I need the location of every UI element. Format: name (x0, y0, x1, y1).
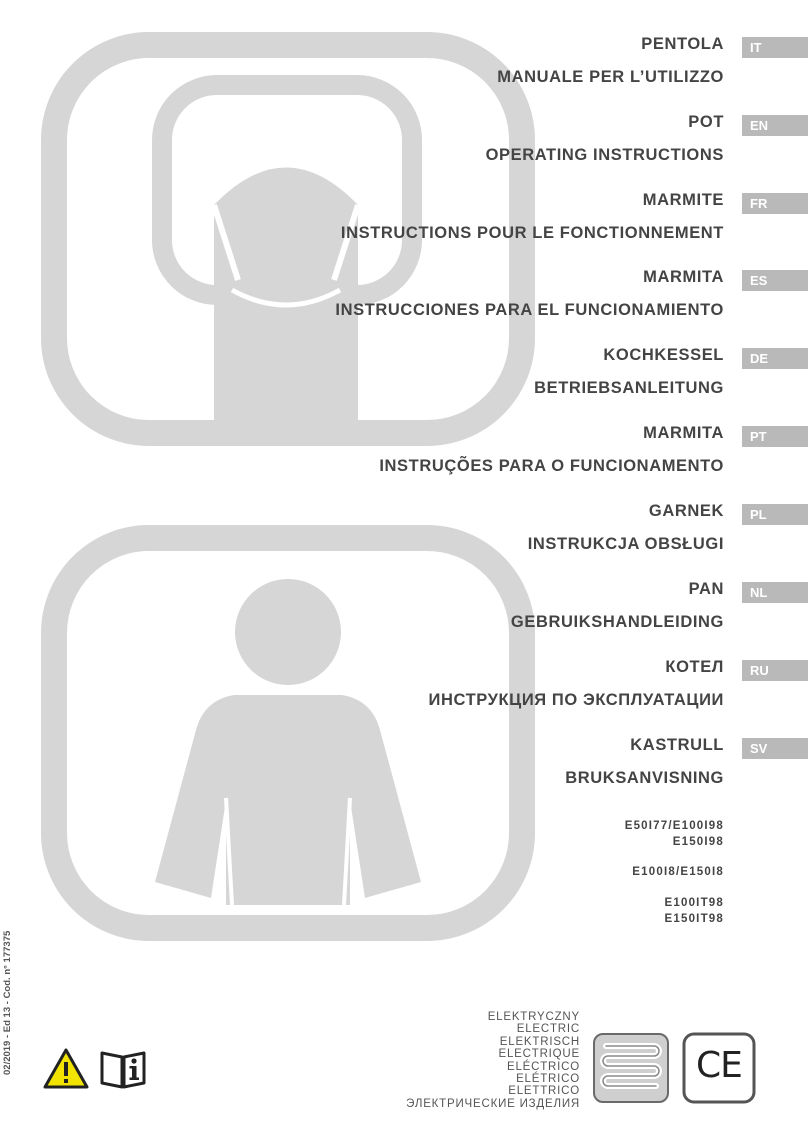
language-block-sv (0, 736, 808, 806)
power-type: ELEKTRISCH (499, 1035, 580, 1048)
manual-subtitle: MANUALE PER L’UTILIZZO (497, 68, 724, 86)
product-title: КОТЕЛ (665, 658, 724, 676)
model-code: E100I8/E150I8 (632, 866, 724, 878)
manual-subtitle: INSTRUKCJA OBSŁUGI (527, 535, 724, 553)
product-title: POT (688, 113, 724, 131)
power-type: ЭЛЕКТРИЧЕСКИЕ ИЗДЕЛИЯ (406, 1097, 580, 1110)
power-type: ELECTRIC (516, 1023, 580, 1036)
power-type: ELÉTRICO (516, 1073, 580, 1086)
power-type: ELECTRIQUE (498, 1048, 580, 1061)
language-tab-fr[interactable]: FR (742, 193, 808, 214)
language-tab-en[interactable]: EN (742, 115, 808, 136)
product-title: KOCHKESSEL (603, 346, 724, 364)
product-title: KASTRULL (630, 736, 724, 754)
language-block-fr (0, 191, 808, 261)
language-tab-ru[interactable]: RU (742, 660, 808, 681)
manual-subtitle: BETRIEBSANLEITUNG (534, 379, 724, 397)
manual-subtitle: OPERATING INSTRUCTIONS (485, 146, 724, 164)
language-tab-de[interactable]: DE (742, 348, 808, 369)
manual-subtitle: ИНСТРУКЦИЯ ПО ЭКСПЛУАТАЦИИ (428, 691, 724, 709)
manual-subtitle: GEBRUIKSHANDLEIDING (510, 613, 724, 631)
ce-mark-icon (682, 1032, 756, 1104)
manual-subtitle: INSTRUCTIONS POUR LE FONCTIONNEMENT (340, 224, 724, 242)
ce-mark-text: CE (696, 1045, 742, 1086)
language-block-en (0, 113, 808, 183)
language-block-ru (0, 658, 808, 728)
power-type-list (406, 1011, 580, 1110)
language-tab-es[interactable]: ES (742, 270, 808, 291)
language-block-pt (0, 424, 808, 494)
manual-info-icon (98, 1047, 148, 1091)
model-code: E50I77/E100I98 (624, 820, 724, 832)
language-tab-nl[interactable]: NL (742, 582, 808, 603)
model-code: E150IT98 (664, 913, 724, 925)
language-tab-sv[interactable]: SV (742, 738, 808, 759)
manual-subtitle: INSTRUÇÕES PARA O FUNCIONAMENTO (379, 457, 724, 475)
manual-subtitle: INSTRUCCIONES PARA EL FUNCIONAMIENTO (335, 301, 724, 319)
product-title: PAN (688, 580, 724, 598)
power-type: ELETTRICO (508, 1085, 580, 1098)
language-tab-pl[interactable]: PL (742, 504, 808, 525)
manual-subtitle: BRUKSANVISNING (565, 769, 724, 787)
model-code: E100IT98 (664, 897, 724, 909)
power-type: ELÉCTRICO (506, 1060, 580, 1073)
warning-triangle-icon (42, 1047, 90, 1091)
language-tab-it[interactable]: IT (742, 37, 808, 58)
product-title: MARMITA (643, 268, 724, 286)
model-code: E150I98 (672, 836, 724, 848)
language-block-de (0, 346, 808, 416)
power-type: ELEKTRYCZNY (487, 1011, 580, 1023)
model-codes-group-2 (632, 864, 724, 880)
language-block-it (0, 35, 808, 105)
model-codes-group-1 (625, 818, 724, 850)
language-block-es (0, 268, 808, 338)
product-title: GARNEK (648, 502, 724, 520)
electric-heating-icon (592, 1032, 670, 1104)
document-code: 02/2019 - Ed 13 - Cod. n° 177375 (2, 930, 13, 1075)
language-block-pl (0, 502, 808, 572)
product-title: MARMITE (642, 191, 724, 209)
model-codes-group-3 (665, 895, 724, 927)
product-title: MARMITA (643, 424, 724, 442)
language-block-nl (0, 580, 808, 650)
language-tab-pt[interactable]: PT (742, 426, 808, 447)
product-title: PENTOLA (641, 35, 724, 53)
